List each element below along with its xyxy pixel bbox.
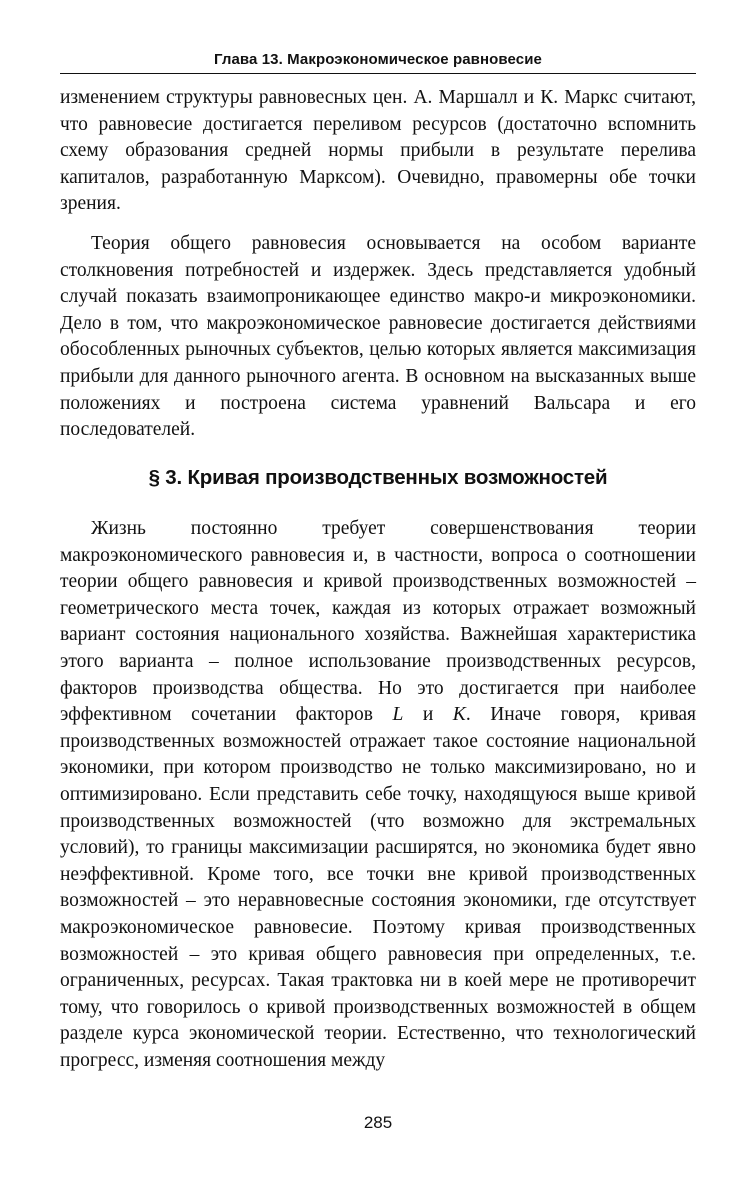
paragraph-3-part-2: . Иначе говоря, кривая производственных возможностей отражает такое состояние национальной экономики, при котором производство не только максимизировано, но и оптимизировано. Если представить себе точку, находящуюся выше кривой производственных возможностей (что возможно для экстремальных условий), то границы максимизации расширятся, но экономика будет явно неэффективной. Кроме того, все точки вне кривой производственных возможностей – это неравновесные состояния экономики, где отсутствует макроэкономическое равновесие. Поэтому кривая производственных возможностей – это кривая общего равновесия при определенных, т.е. ограниченных, ресурсах. Такая трактовка ни в коей мере не противоречит тому, что говорилось о кривой производственных возможностей в общем разделе курса экономической теории. Естественно, что технологический прогресс, изменяя соотношения между — [60, 704, 696, 1071]
paragraph-1-text: изменением структуры равновесных цен. А. Маршалл и К. Маркс считают, что равновесие достигается переливом ресурсов (достаточно вспомнить схему образования средней нормы прибыли в результате перелива капиталов, разработанную Марксом). Очевидно, правомерны обе точки зрения. — [60, 87, 696, 215]
paragraph-3-text — [60, 516, 696, 1074]
paragraph-continuation — [60, 85, 696, 218]
conjunction-and: и — [403, 704, 453, 726]
factor-k-symbol: K — [452, 704, 466, 726]
paragraph-general-equilibrium — [60, 231, 696, 444]
factor-l-symbol: L — [392, 704, 404, 726]
running-head: Глава 13. Макроэкономическое равновесие — [213, 51, 543, 68]
header-rule — [60, 73, 696, 74]
paragraph-3-part-1: Жизнь постоянно требует совершенствования теории макроэкономического равновесия и, в частности, вопроса о соотношении теории общего равновесия и кривой производственных возможностей – геометрического места точек, каждая из которых отражает возможный вариант состояния национального хозяйства. Важнейшая характеристика этого варианта – полное использование производственных ресурсов, факторов производства общества. Но это достигается при наиболее эффективном сочетании факторов — [60, 518, 696, 726]
section-heading: § 3. Кривая производственных возможностей — [148, 466, 608, 489]
page-number: 285 — [363, 1113, 393, 1132]
paragraph-2-text: Теория общего равновесия основывается на особом варианте столкновения потребностей и издержек. Здесь представляется удобный случай показать взаимопроникающее единство макро-и микроэкономики. Дело в том, что макроэкономическое равновесие достигается действиями обособленных рыночных субъектов, целью которых является максимизация прибыли для данного рыночного агента. В основном на высказанных выше положениях и построена система уравнений Вальсара и его последователей. — [60, 233, 696, 441]
paragraph-production-possibilities — [60, 516, 696, 1074]
